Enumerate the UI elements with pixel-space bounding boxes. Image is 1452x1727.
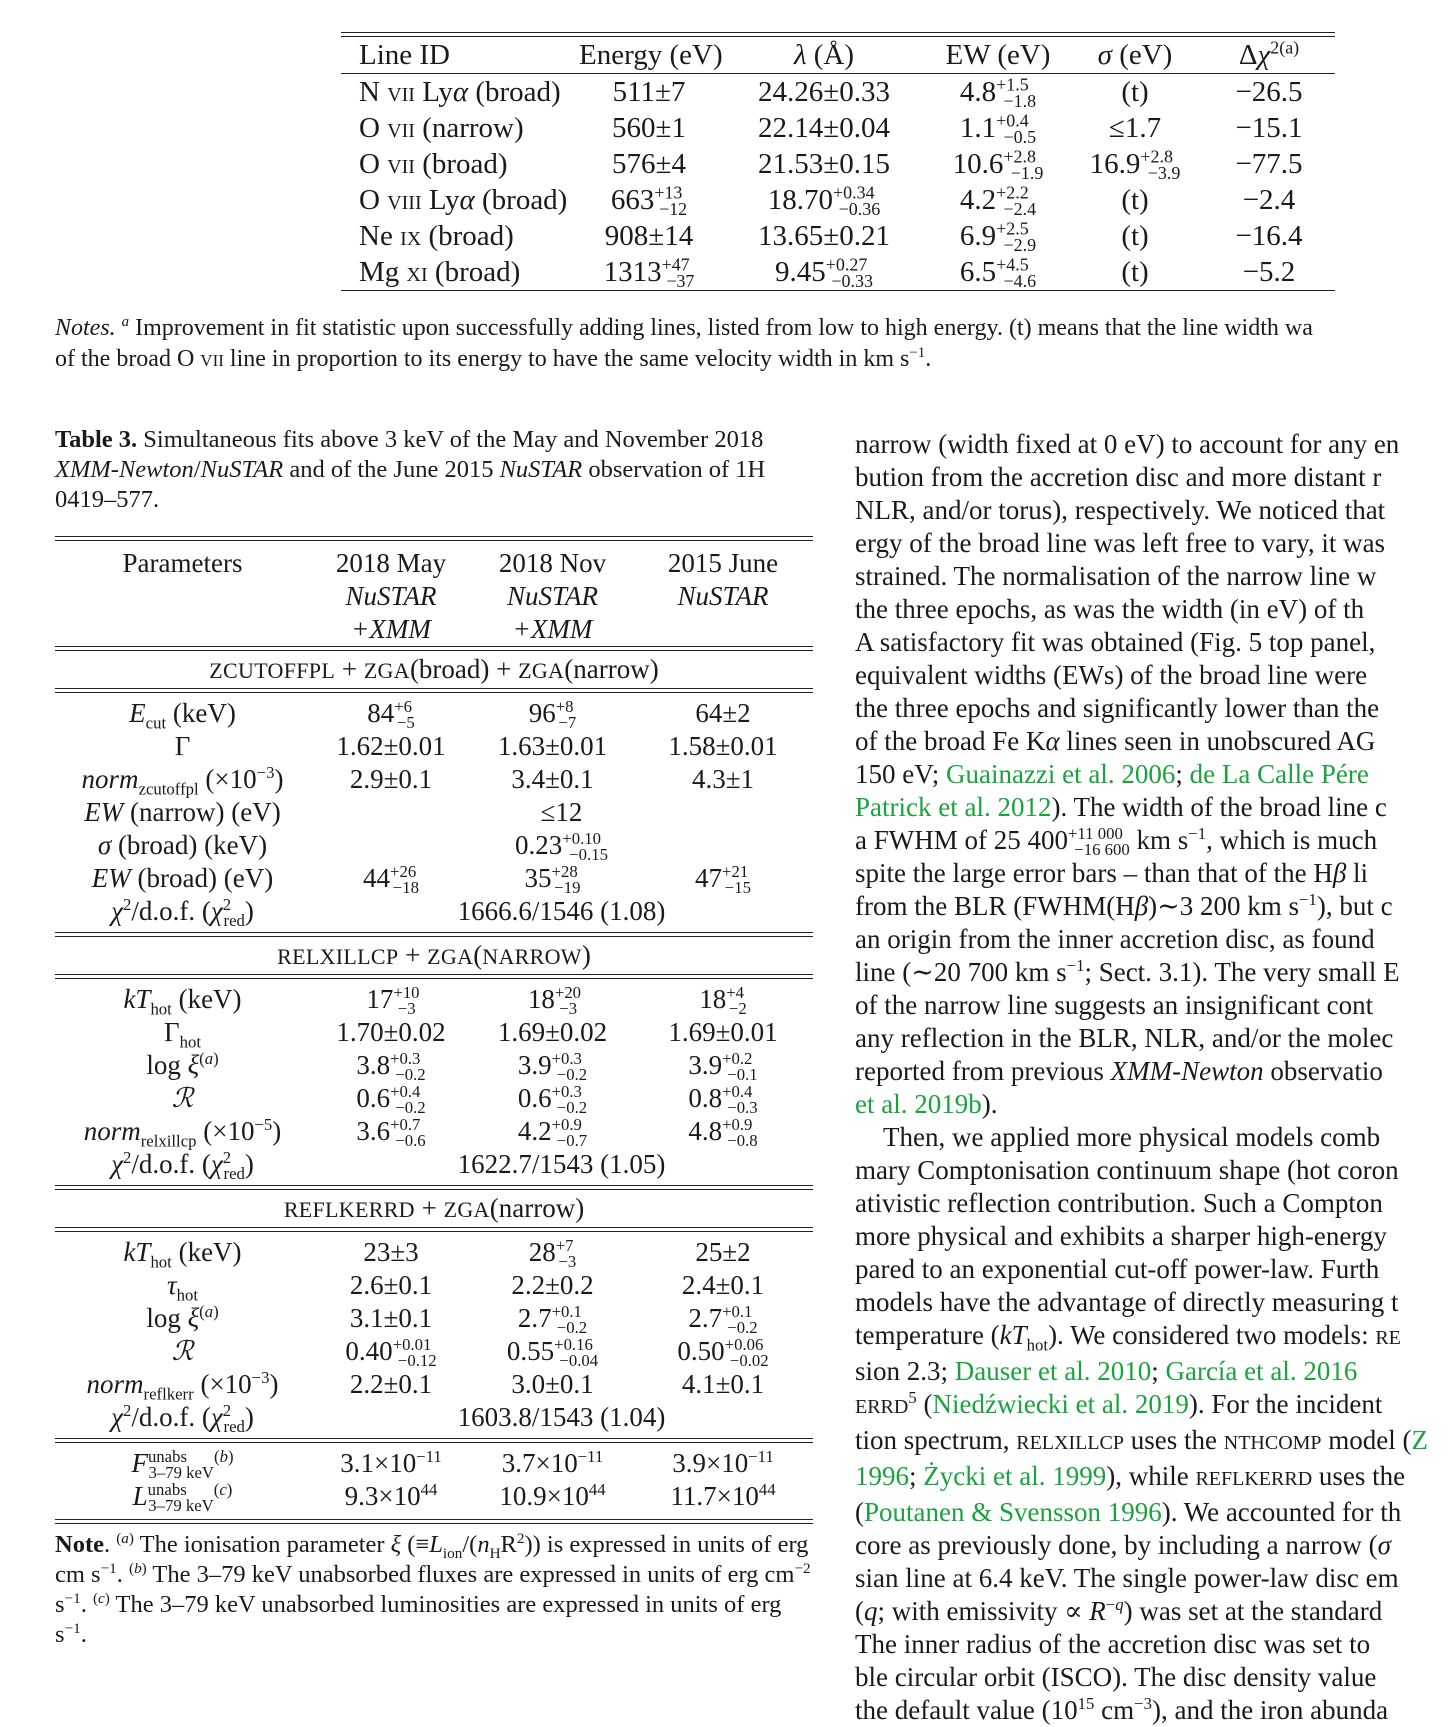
- header-2015-june: 2015 June NuSTAR: [667, 548, 779, 611]
- section-relxillcp: RELXILLCP + ZGA(NARROW): [277, 940, 591, 970]
- param-chi2: $\chi^2/d.o.f$. $(\chi^2_{red})$: [111, 1148, 254, 1184]
- value: $2.7^{+0.1}_{-0.2}$: [688, 1302, 758, 1338]
- param-gamma: Γ: [174, 731, 191, 761]
- delta-chi: −77.5: [1235, 147, 1303, 180]
- value: $47^{+21}_{-15}$: [695, 862, 751, 898]
- energy: 560±1: [612, 111, 686, 144]
- sigma: (t): [1121, 255, 1149, 288]
- line-table-header: [341, 37, 1335, 73]
- text-line: of the narrow line suggests an insignificant cont: [855, 990, 1374, 1020]
- value: $3.9\times 10^{-11}$: [672, 1447, 774, 1478]
- text-line: a FWHM of 25 $400^{+11 000}_{-16 600}$ km $s^{-1}$, which is much: [855, 824, 1378, 860]
- energy: $663^{+13}_{-12}$: [610, 181, 688, 220]
- line-id: O viii Lyα (broad): [359, 183, 568, 216]
- citation-link[interactable]: Niedźwiecki et al. 2019: [932, 1389, 1189, 1419]
- energy: $1313^{+47}_{-37}$: [603, 253, 695, 292]
- section-zcutoffpl: ZCUTOFFPL + ZGA(broad) + ZGA(narrow): [209, 654, 659, 684]
- param-norm-zcutoffpl: norm$_{zcutoffpl}$ $(\times 10^{-3})$: [81, 763, 284, 799]
- citation-link[interactable]: Patrick et al. 2012: [855, 792, 1052, 822]
- table-row: [55, 1447, 813, 1483]
- table-row: [55, 796, 813, 829]
- value: $44^{+26}_{-18}$: [363, 862, 419, 898]
- value: $0.50^{+0.06}_{-0.02}$: [677, 1335, 769, 1371]
- text-line: the three epochs and significantly lower than the: [855, 693, 1380, 723]
- value: 1.70±0.02: [336, 1017, 446, 1047]
- table-row: [55, 895, 813, 931]
- value: 2.9±0.1: [349, 764, 433, 794]
- param-tau-hot: $\tau_{hot}$: [166, 1270, 199, 1305]
- line-id: N vii Lyα (broad): [359, 75, 561, 108]
- value: $35^{+28}_{-19}$: [524, 862, 581, 898]
- text-line: equivalent widths (EWs) of the broad line were: [855, 660, 1368, 690]
- header-delta-chi: $\Delta\chi^{2(a)}$: [1238, 36, 1300, 71]
- text-line: temperature $(kT_{hot})$. We considered two models: RE: [855, 1320, 1401, 1355]
- value: 2.6±0.1: [349, 1270, 433, 1300]
- value: $0.6^{+0.3}_{-0.2}$: [517, 1082, 588, 1118]
- text-line: of the broad Fe Kα lines seen in unobscured AG: [855, 726, 1376, 756]
- delta-chi: −26.5: [1235, 75, 1303, 108]
- param-chi2: $\chi^2/d.o.f$. $(\chi^2_{red})$: [111, 895, 254, 931]
- value: $11.7\times 10^{44}$: [670, 1480, 776, 1511]
- energy: 576±4: [612, 147, 686, 180]
- value: $18^{+4}_{-2}$: [699, 983, 747, 1019]
- sigma: $16.9^{+2.8}_{-3.9}$: [1089, 145, 1181, 184]
- text-line: Then, we applied more physical models comb: [883, 1122, 1381, 1152]
- table-row: [341, 218, 1335, 254]
- table-row: [55, 1016, 813, 1052]
- notes-line-1: Notes. $^a$ Improvement in fit statistic upon successfully adding lines, listed from low to high energy. (t) means that the line width wa: [55, 314, 1313, 341]
- value: $3.6^{+0.7}_{-0.6}$: [356, 1115, 426, 1151]
- text-line: sion 2.3; Dauser et al. 2010; García et al. 2016: [855, 1356, 1358, 1386]
- citation-link[interactable]: Dauser et al. 2010: [954, 1356, 1152, 1386]
- delta-chi: −16.4: [1235, 219, 1303, 252]
- text-line: (q; with emissivity ∝ $R^{-q}$) was set at the standard: [855, 1595, 1383, 1626]
- value: 64±2: [695, 698, 751, 728]
- table-row: [55, 697, 813, 733]
- value: $96^{+8}_{-7}$: [528, 697, 577, 733]
- text-line: any reflection in the BLR, NLR, and/or the molec: [855, 1023, 1394, 1053]
- citation-link[interactable]: 1996: [855, 1461, 909, 1491]
- sigma: (t): [1121, 219, 1149, 252]
- header-2018-may: 2018 May NuSTAR +XMM: [335, 548, 447, 644]
- text-line: the default value ($10^{15}$ $cm^{-3}$), and the iron abunda: [855, 1694, 1389, 1725]
- value: $10.9\times 10^{44}$: [499, 1480, 606, 1511]
- value: $0.40^{+0.01}_{-0.12}$: [345, 1335, 437, 1371]
- text-line: bution from the accretion disc and more distant r: [855, 462, 1382, 492]
- table-row: [55, 1401, 813, 1437]
- text-line: et al. 2019b).: [855, 1089, 998, 1119]
- ew: $4.8^{+1.5}_{-1.8}$: [959, 73, 1037, 112]
- energy: 511±7: [612, 75, 686, 108]
- line-id: Mg xi (broad): [359, 255, 521, 288]
- param-norm-relxillcp: norm$_{relxillcp}$ $(\times 10^{-5})$: [83, 1115, 282, 1151]
- text-line: pared to an exponential cut-off power-law. Furth: [855, 1254, 1380, 1284]
- lambda: 24.26±0.33: [758, 75, 890, 108]
- text-line: ativistic reflection contribution. Such a Compton: [855, 1188, 1383, 1218]
- ew: $6.9^{+2.5}_{-2.9}$: [959, 217, 1037, 256]
- table-row: [55, 1368, 813, 1404]
- text-line: mary Comptonisation continuum shape (hot coron: [855, 1155, 1399, 1185]
- value: 4.3±1: [691, 764, 755, 794]
- header-ew: EW (eV): [945, 38, 1051, 71]
- fit-table-header: [55, 541, 813, 646]
- table-notes: [55, 313, 1452, 375]
- value: $18^{+20}_{-3}$: [527, 983, 582, 1019]
- text-line: narrow (width fixed at 0 eV) to account for any en: [855, 429, 1400, 459]
- ew: $6.5^{+4.5}_{-4.6}$: [959, 253, 1037, 292]
- text-line: from the BLR (FWHM(Hβ)∼3 200 km $s^{-1}$), but c: [855, 890, 1393, 921]
- value: 1666.6/1546 (1.08): [457, 896, 666, 926]
- table-row: [55, 1335, 813, 1371]
- line-id: Ne ix (broad): [359, 219, 514, 252]
- table-row: [55, 1148, 813, 1184]
- table-row: [55, 983, 813, 1019]
- table-row: [55, 1236, 813, 1272]
- section-reflkerrd: REFLKERRD + ZGA(narrow): [283, 1193, 585, 1223]
- table-row: [55, 862, 813, 898]
- table-row: [55, 1269, 813, 1305]
- param-reflection-fraction: ℛ: [171, 1336, 194, 1366]
- table-row: [341, 254, 1335, 290]
- value: 1.63±0.01: [497, 731, 608, 761]
- table-row: [341, 182, 1335, 218]
- value: 2.2±0.2: [511, 1270, 594, 1300]
- text-line: A satisfactory fit was obtained (Fig. 5 top panel,: [855, 627, 1376, 657]
- text-line: 150 eV; Guainazzi et al. 2006; de La Calle Pére: [855, 759, 1369, 789]
- text-line: tion spectrum, RELXILLCP uses the NTHCOMP model (Z: [855, 1425, 1429, 1455]
- text-line: ergy of the broad line was left free to vary, it was: [855, 528, 1386, 558]
- citation-link[interactable]: García et al. 2016: [1165, 1356, 1358, 1386]
- text-line: core as previously done, by including a narrow (σ: [855, 1530, 1391, 1560]
- table-row: [55, 829, 813, 865]
- table-row: [55, 1480, 813, 1516]
- table-row: [55, 1049, 813, 1085]
- param-kt-hot: $kT_{hot}$ (keV): [123, 1237, 242, 1272]
- value: ≤12: [540, 797, 583, 827]
- header-parameters: Parameters: [122, 548, 243, 578]
- param-norm-reflkerr: norm$_{reflkerr}$ $(\times 10^{-3})$: [86, 1368, 279, 1404]
- value: $0.6^{+0.4}_{-0.2}$: [356, 1082, 426, 1118]
- line-id: O vii (broad): [359, 147, 508, 180]
- ew: $1.1^{+0.4}_{-0.5}$: [959, 109, 1037, 148]
- value: 1.58±0.01: [668, 731, 778, 761]
- table3-note: Note. $^{(a)}$ The ionisation parameter ξ $(\equiv L_{ion}/(n_HR^2))$ is expressed in units of erg cm $s^{-1}$. $^{(b)}$ The 3–79 keV unabsorbed fluxes are expressed in units of erg $cm^{-2}$ $s^{-1}$. $^{(c)}$ The 3–79 keV unabsorbed luminosities are expressed in units of erg $s^{-1}$.: [55, 1529, 811, 1648]
- citation-link[interactable]: de La Calle Pére: [1189, 759, 1369, 789]
- param-reflection-fraction: ℛ: [171, 1083, 194, 1113]
- value: $0.23^{+0.10}_{-0.15}$: [515, 829, 608, 865]
- ew: $4.2^{+2.2}_{-2.4}$: [959, 181, 1037, 220]
- ew: $10.6^{+2.8}_{-1.9}$: [952, 145, 1044, 184]
- text-line: an origin from the inner accretion disc, as found: [855, 924, 1375, 954]
- value: 1603.8/1543 (1.04): [457, 1402, 666, 1432]
- sigma: ≤1.7: [1108, 111, 1162, 144]
- table-row: [341, 110, 1335, 146]
- text-line: more physical and exhibits a sharper high-energy: [855, 1221, 1387, 1251]
- text-line: The inner radius of the accretion disc was set to: [855, 1629, 1371, 1659]
- text-line: the three epochs, as was the width (in eV) of th: [855, 594, 1365, 624]
- table-row: [55, 1082, 813, 1118]
- value: $28^{+7}_{-3}$: [528, 1236, 577, 1272]
- param-flux: $F^{unabs}_{3-79 keV}^{(b)}$: [131, 1447, 234, 1483]
- text-line: strained. The normalisation of the narrow line w: [855, 561, 1377, 591]
- lambda: 13.65±0.21: [758, 219, 890, 252]
- text-line: line (∼20 700 km $s^{-1}$; Sect. 3.1). The very small E: [855, 956, 1400, 987]
- text-line: reported from previous XMM-Newton observatio: [855, 1056, 1383, 1086]
- energy: 908±14: [604, 219, 694, 252]
- value: $3.8^{+0.3}_{-0.2}$: [356, 1049, 426, 1085]
- value: 2.2±0.1: [349, 1369, 433, 1399]
- delta-chi: −5.2: [1242, 255, 1296, 288]
- lambda: $9.45^{+0.27}_{-0.33}$: [775, 253, 873, 292]
- line-id: O vii (narrow): [359, 111, 524, 144]
- text-line: models have the advantage of directly measuring t: [855, 1287, 1399, 1317]
- text-line: sian line at 6.4 keV. The single power-law disc em: [855, 1563, 1399, 1593]
- value: $84^{+6}_{-5}$: [367, 697, 415, 733]
- text-line: Patrick et al. 2012). The width of the broad line c: [855, 792, 1387, 822]
- notes-line-2: of the broad O vii line in proportion to its energy to have the same velocity width in km $s^{-1}$.: [55, 345, 932, 372]
- param-ew-broad: EW (broad) (eV): [91, 863, 274, 893]
- table3-caption: Table 3. Simultaneous fits above 3 keV of the May and November 2018 XMM-Newton/NuSTAR and of the June 2015 NuSTAR observation of 1H 0419–577.: [55, 426, 766, 513]
- citation-link[interactable]: et al. 2019b: [855, 1089, 982, 1119]
- text-line: 1996; Życki et al. 1999), while REFLKERRD uses the: [855, 1461, 1406, 1491]
- header-energy: Energy (eV): [579, 38, 723, 71]
- header-line-id: Line ID: [359, 38, 450, 71]
- value: 1.62±0.01: [336, 731, 446, 761]
- value: $3.9^{+0.2}_{-0.1}$: [688, 1049, 758, 1085]
- value: 1.69±0.01: [668, 1017, 778, 1047]
- body-text-column: [855, 428, 1452, 1727]
- value: $4.2^{+0.9}_{-0.7}$: [517, 1115, 588, 1151]
- sigma: (t): [1121, 75, 1149, 108]
- value: 4.1±0.1: [681, 1369, 765, 1399]
- table-row: [341, 74, 1335, 110]
- lambda: 21.53±0.15: [758, 147, 890, 180]
- value: $3.1\times 10^{-11}$: [340, 1447, 442, 1478]
- value: $4.8^{+0.9}_{-0.8}$: [688, 1115, 758, 1151]
- param-ew-narrow: EW (narrow) (eV): [84, 797, 281, 827]
- param-log-xi: $\log \xi^{(a)}$: [146, 1049, 219, 1080]
- value: $3.7\times 10^{-11}$: [501, 1447, 604, 1478]
- value: 3.1±0.1: [349, 1303, 433, 1333]
- text-line: spite the large error bars – than that of the Hβ li: [855, 858, 1369, 888]
- citation-link[interactable]: Poutanen & Svensson 1996: [864, 1497, 1162, 1527]
- value: $9.3\times 10^{44}$: [344, 1480, 438, 1511]
- text-line: NLR, and/or torus), respectively. We noticed that: [855, 495, 1386, 525]
- table-row: [55, 763, 813, 799]
- text-line: ble circular orbit (ISCO). The disc density value: [855, 1662, 1377, 1692]
- param-kt-hot: $kT_{hot}$ (keV): [123, 984, 242, 1019]
- param-luminosity: $L^{unabs}_{3-79 keV}^{(c)}$: [132, 1480, 233, 1516]
- value: $0.8^{+0.4}_{-0.3}$: [688, 1082, 758, 1118]
- value: 1.69±0.02: [497, 1017, 608, 1047]
- value: 23±3: [363, 1237, 419, 1267]
- header-lambda: λ (Å): [793, 38, 855, 71]
- lambda: $18.70^{+0.34}_{-0.36}$: [767, 181, 881, 220]
- value: $2.7^{+0.1}_{-0.2}$: [517, 1302, 588, 1338]
- line-table: [341, 32, 1335, 291]
- param-ecut: $E_{cut}$ (keV): [129, 698, 236, 733]
- text-line: (Poutanen & Svensson 1996). We accounted for th: [855, 1497, 1402, 1527]
- table-row: [341, 146, 1335, 182]
- value: $3.9^{+0.3}_{-0.2}$: [517, 1049, 588, 1085]
- text-line: ERRD$^5$ (Niedźwiecki et al. 2019). For the incident: [855, 1388, 1383, 1419]
- citation-link[interactable]: Guainazzi et al. 2006: [945, 759, 1176, 789]
- param-chi2: $\chi^2/d.o.f$. $(\chi^2_{red})$: [111, 1401, 254, 1437]
- citation-link[interactable]: Życki et al. 1999: [923, 1461, 1107, 1491]
- param-gamma-hot: $\Gamma_{hot}$: [164, 1017, 201, 1052]
- value: 25±2: [695, 1237, 751, 1267]
- table-row: [55, 1302, 813, 1338]
- table-row: [55, 730, 813, 763]
- value: 2.4±0.1: [681, 1270, 765, 1300]
- param-log-xi: $\log \xi^{(a)}$: [146, 1302, 219, 1333]
- delta-chi: −2.4: [1242, 183, 1296, 216]
- fit-table: [55, 536, 813, 1524]
- header-sigma: σ (eV): [1097, 38, 1173, 71]
- value: 3.0±0.1: [511, 1369, 594, 1399]
- sigma: (t): [1121, 183, 1149, 216]
- table-row: [55, 1115, 813, 1151]
- delta-chi: −15.1: [1235, 111, 1303, 144]
- value: $17^{+10}_{-3}$: [366, 983, 420, 1019]
- header-2018-nov: 2018 Nov NuSTAR +XMM: [498, 548, 607, 644]
- value: $0.55^{+0.16}_{-0.04}$: [506, 1335, 599, 1371]
- lambda: 22.14±0.04: [758, 111, 890, 144]
- value: 1622.7/1543 (1.05): [457, 1149, 666, 1179]
- param-sigma-broad: σ (broad) (keV): [97, 830, 268, 860]
- value: 3.4±0.1: [511, 764, 594, 794]
